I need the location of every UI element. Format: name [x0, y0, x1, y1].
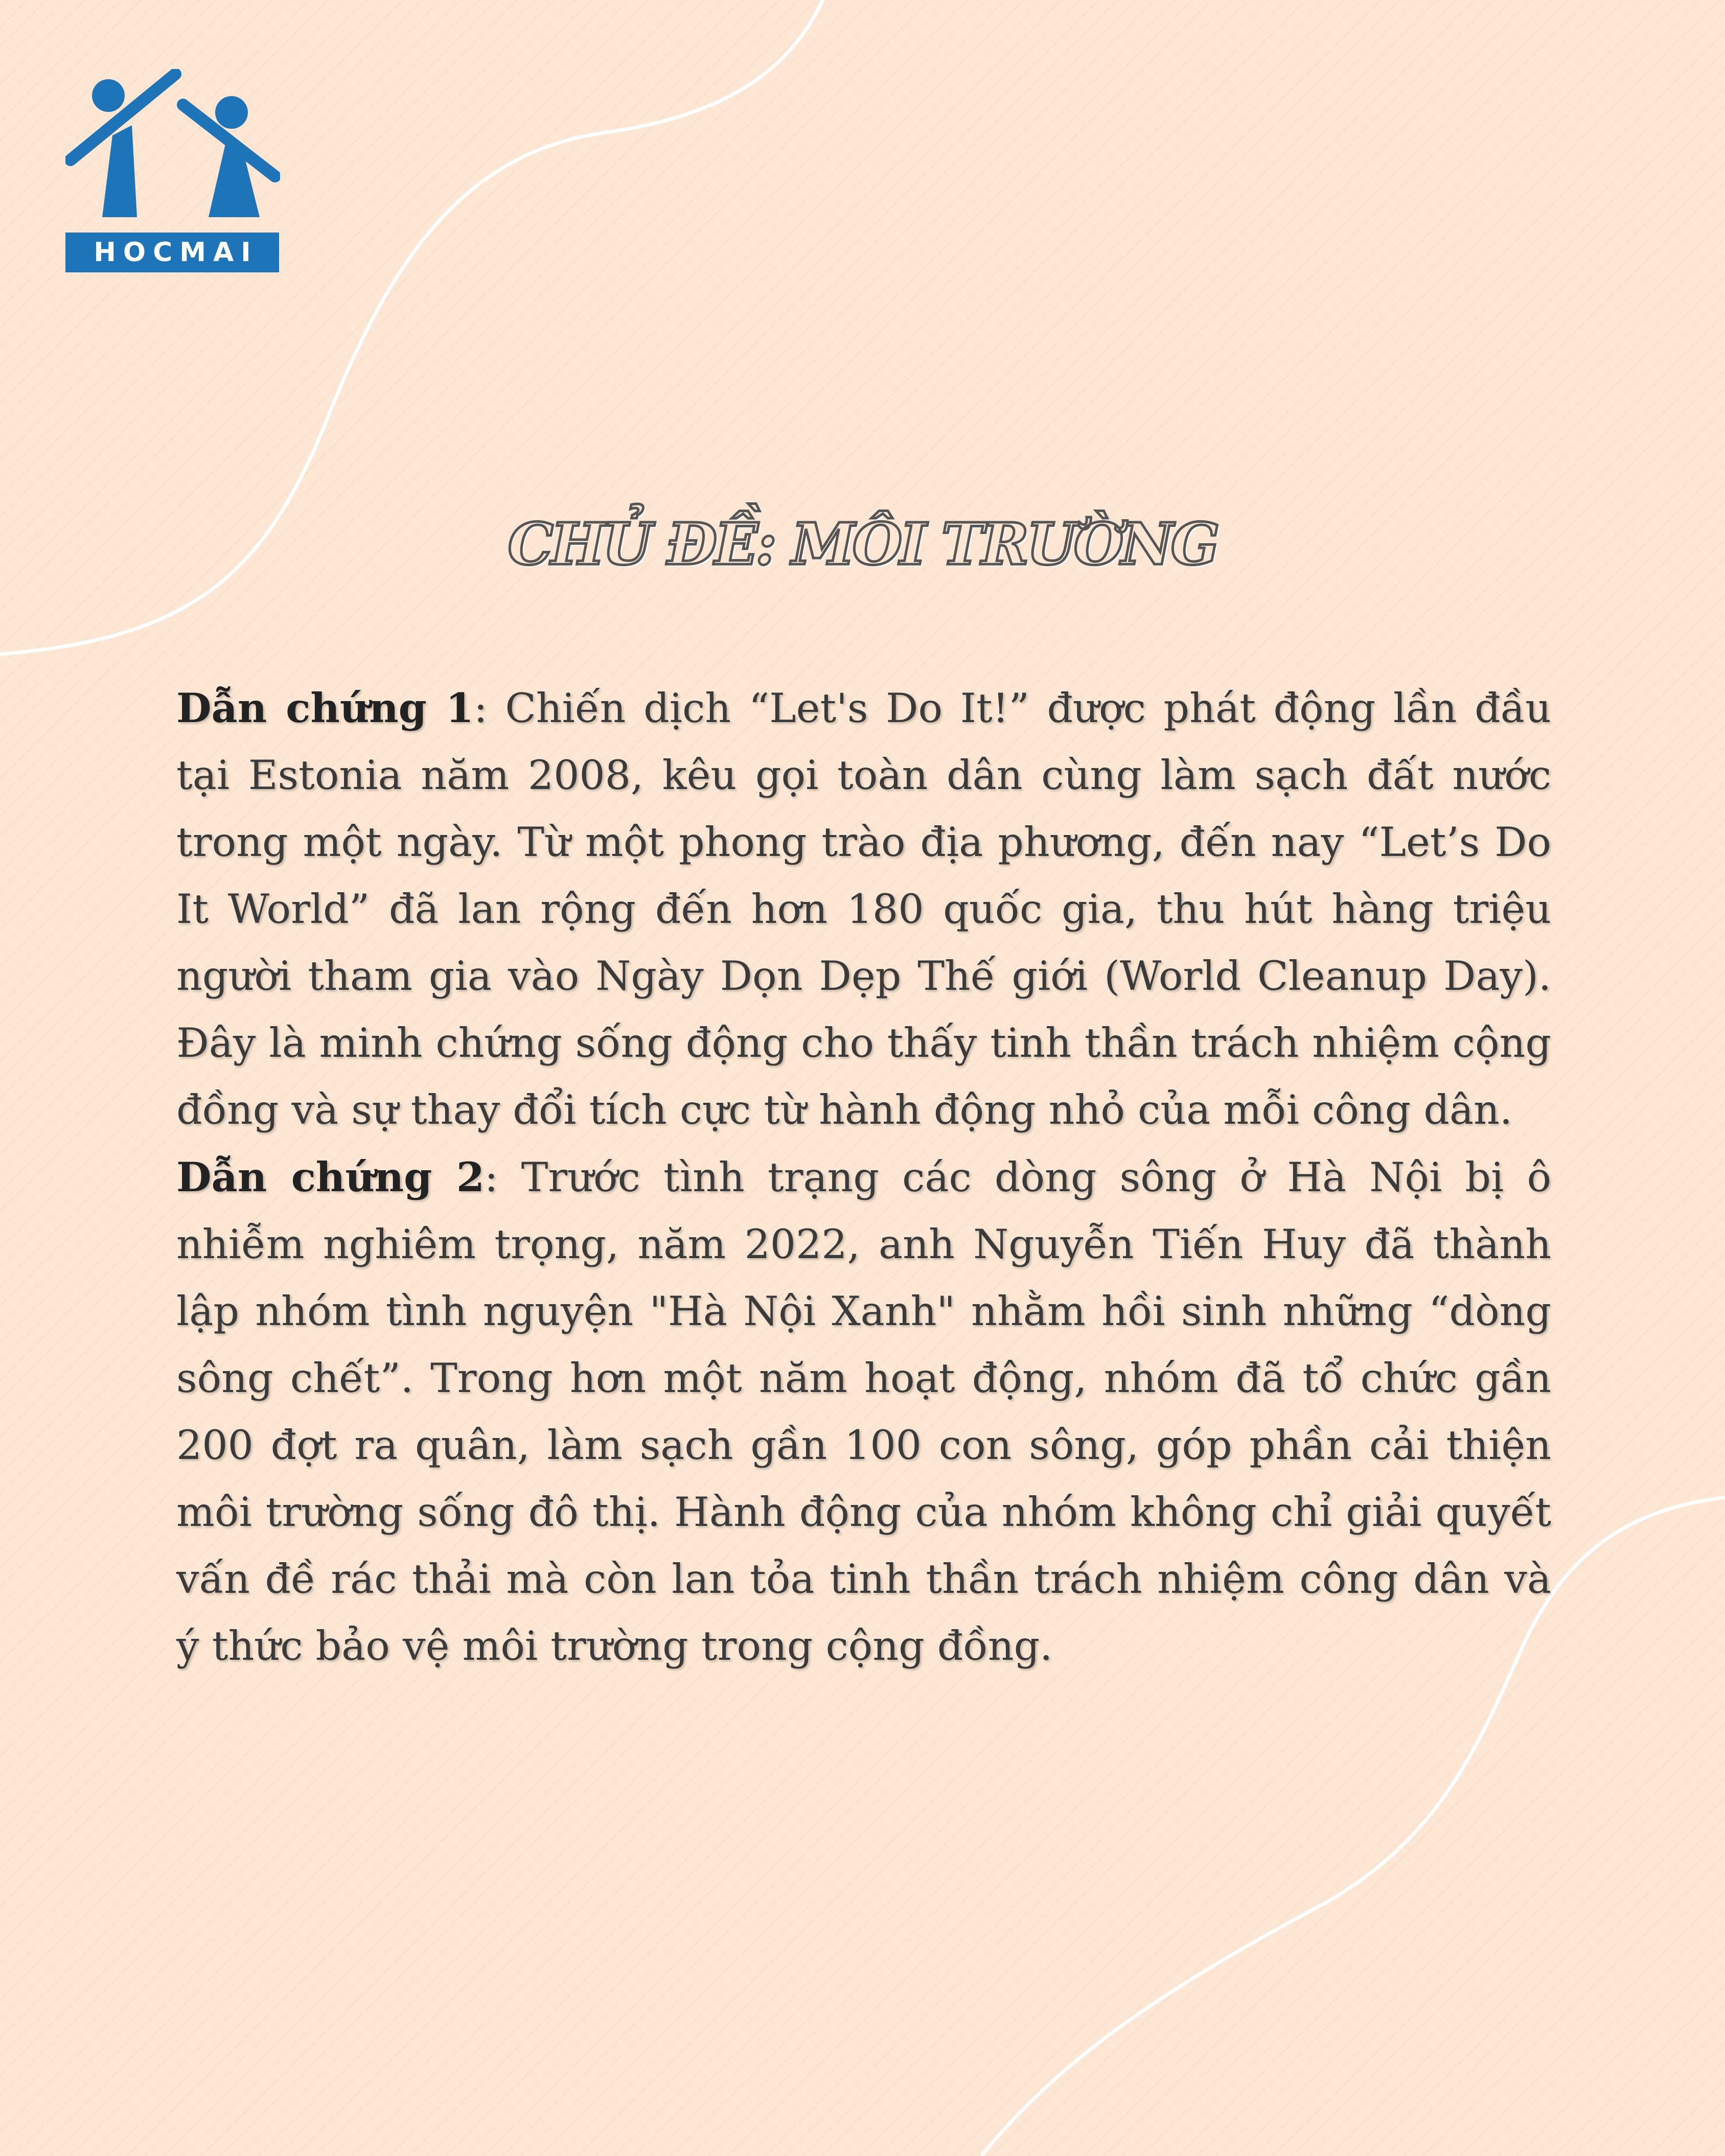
- logo-wordmark-bar: [65, 233, 279, 272]
- evidence-paragraph-1: [176, 675, 1551, 1144]
- evidence-label-2: Dẫn chứng 2: [176, 1153, 485, 1201]
- evidence-paragraph-2: [176, 1144, 1551, 1680]
- page-title: CHỦ ĐỀ: MÔI TRƯỜNG: [508, 511, 1217, 578]
- logo-wordmark: HOCMAI: [94, 237, 258, 268]
- evidence-text-2: : Trước tình trạng các dòng sông ở Hà Nội bị ô nhiễm nghiêm trọng, năm 2022, anh Nguyễn Tiến Huy đã thành lập nhóm tình nguyện "Hà Nội Xanh" nhằm hồi sinh những “dòng sông chết”. Trong hơn một năm hoạt động, nhóm đã tổ chức gần 200 đợt ra quân, làm sạch gần 100 con sông, góp phần cải thiện môi trường sống đô thị. Hành động của nhóm không chỉ giải quyết vấn đề rác thải mà còn lan tỏa tinh thần trách nhiệm công dân và ý thức bảo vệ môi trường trong cộng đồng.: [176, 1154, 1552, 1670]
- evidence-label-1: Dẫn chứng 1: [176, 684, 474, 732]
- evidence-text-1: : Chiến dịch “Let's Do It!” được phát động lần đầu tại Estonia năm 2008, kêu gọi toàn dân cùng làm sạch đất nước trong một ngày. Từ một phong trào địa phương, đến nay “Let’s Do It World” đã lan rộng đến hơn 180 quốc gia, thu hút hàng triệu người tham gia vào Ngày Dọn Dẹp Thế giới (World Cleanup Day). Đây là minh chứng sống động cho thấy tinh thần trách nhiệm cộng đồng và sự thay đổi tích cực từ hành động nhỏ của mỗi công dân.: [176, 685, 1551, 1133]
- evidence-content: [176, 675, 1551, 1680]
- hocmai-logo: [65, 69, 280, 273]
- logo-figures-icon: [65, 69, 280, 222]
